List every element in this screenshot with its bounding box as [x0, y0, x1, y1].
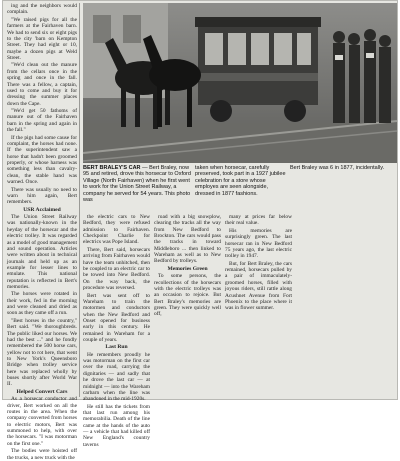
paragraph: "We'd get 50 fathoms of manure out of the Fairhaven barn in the spring and again in the fall." [7, 108, 77, 134]
caption-heading: BERT BRALEY'S CAR [83, 165, 141, 171]
paragraph: The bodies were hoisted off the trucks, a new truck with the [7, 448, 77, 461]
newspaper-page [2, 0, 398, 461]
caption-text: Bert Braley was 6 in 1877, incidentally. [290, 165, 385, 171]
paragraph: As a horsecar conductor and driver, Bert worked on all the routes in the area. When the company converted from horses to electric motors, Bert was summoned to help, with over the horsecars. "I was motorman on the first one." [7, 396, 77, 447]
paragraph: He remembers proudly he was motorman on the first car over the road, carrying the dignitaries — and sadly that he drove the last car — at midnight — into the Wareham carbarn when the line was abandoned in the mid-1920s. [83, 351, 150, 403]
subheading: Helped Convert Cars [16, 388, 68, 395]
paragraph: "Best horses in the country," Bert said. "We thoroughbreds. The public liked our horses. We had the best ..." and he fondly remembered the 500 horse cars, yellow not to rot here, that went to New York's Queensboro Bridge when trolley service here was replaced wholly by buses shortly after World War II. [7, 318, 77, 388]
column-divider [79, 3, 80, 397]
paragraph: the electric cars to New Bedford, they were refused admission to Fairhaven. Checkpoint Charlie for electrics was Pope Island. [83, 214, 150, 246]
paragraph: His memories are surprisingly green. The last horsecar ran in New Bedford 75 years ago, the last electric trolley in 1947. [225, 227, 292, 260]
caption-text: — Bert Braley, now 95 and retired, drove this horsecar to Oxford Village (North Fairhaven) when he first went to work for the Union Street Railway, a company he served for 54 years. This photo was [83, 165, 191, 204]
subheading: Last Run [105, 344, 128, 351]
paragraph: The Union Street Railway was nationally-known in the heyday of the horsecar and the electric trolley. It was regarded as a model of good management and sound operation. Articles were written about in technical journals and held up as an example for lesser lines to emulate. This national reputation is reflected in Bert's memories. [7, 214, 77, 290]
horsecar-photo-image [83, 3, 397, 163]
subheading: Memories Green [167, 265, 208, 272]
paragraph: The horses were rotated in their work, fed in the morning and were cleaned and dried as soon as they came off a run. [7, 291, 77, 317]
caption-text: taken when horsecar, carefully preserved, took part in a 1927 jubilee celebration for a store whose employes are seen alongside, dressed in 1877 fashions. [195, 165, 286, 197]
paragraph: There was usually no need to warn him again, Bert remembers. [7, 186, 77, 206]
article-column-1 [7, 3, 77, 461]
article-column-2 [83, 214, 150, 448]
photo-caption-part-3 [290, 165, 397, 211]
paragraph: road with a big snowplow, clearing the tracks all the way from New Bedford to Brockton. The cars would pass the tracks in toward Middleboro ... then linked to Wareham as well as to New Bedford by trolleys. [154, 214, 221, 265]
paragraph: He still has the tickets from that last run among his memorabilia. Death of the line came at the hands of the auto — a vehicle that had killed off New England's country taverns [83, 403, 150, 448]
paragraph: If the pigs had some cause for complaint, the horses had none. If the superintendent saw a horse that hadn't been groomed properly, or whose harness was something less than cavalry-clean, the stable hand was warned. Once. [7, 134, 77, 186]
article-column-3 [154, 214, 221, 399]
photo-caption-part-1 [83, 165, 191, 211]
paragraph: "We raised pigs for all the farmers at the Fairhaven barn. We had to send six or eight pigs to the city 'barn on Kempton Street. They had eight or 10, maybe a dozen pigs at Weld Street. [7, 16, 77, 61]
paragraph: There, Bert said, horsecars arriving from Fairhaven would have the team unhitched, then be coupled to an electric car to be towed into New Bedford. On the way back, the procedure was reversed. [83, 246, 150, 291]
article-column-5 [296, 214, 363, 399]
paragraph: ing and the neighbors would complain. [7, 3, 77, 16]
paragraph: Bert was sent off to Wareham to train the motormen and conductors when the New Bedford and Onset opened for business early in this century. He remained in Wareham for a couple of years. [83, 292, 150, 343]
paragraph: But, for Bert Braley, the cars remained, horsecars pulled by a pair of immaculately-groomed horses, filled with joyous riders, still rattle along Acushnet Avenue from Fort Phoenix to the place where it was in flower summer. [225, 260, 292, 312]
paragraph: "We'd clean out the manure from the cellars once in the spring and once in the fall. There was a fellow, a captain, used to come and buy it for dressing the summer places down the Cape. [7, 62, 77, 107]
subheading: USR Acclaimed [23, 206, 61, 213]
photo-caption-part-2 [195, 165, 287, 211]
article-column-4 [225, 214, 292, 399]
paragraph: To some persons, the recollections of the horsecars with the electric trolleys was an occasion to rejoice. But Bert Braley's memories are green. They were quickly well off, [154, 273, 221, 318]
horsecar-photo [83, 3, 397, 163]
paragraph: many at prices far below their real value. [225, 214, 292, 227]
